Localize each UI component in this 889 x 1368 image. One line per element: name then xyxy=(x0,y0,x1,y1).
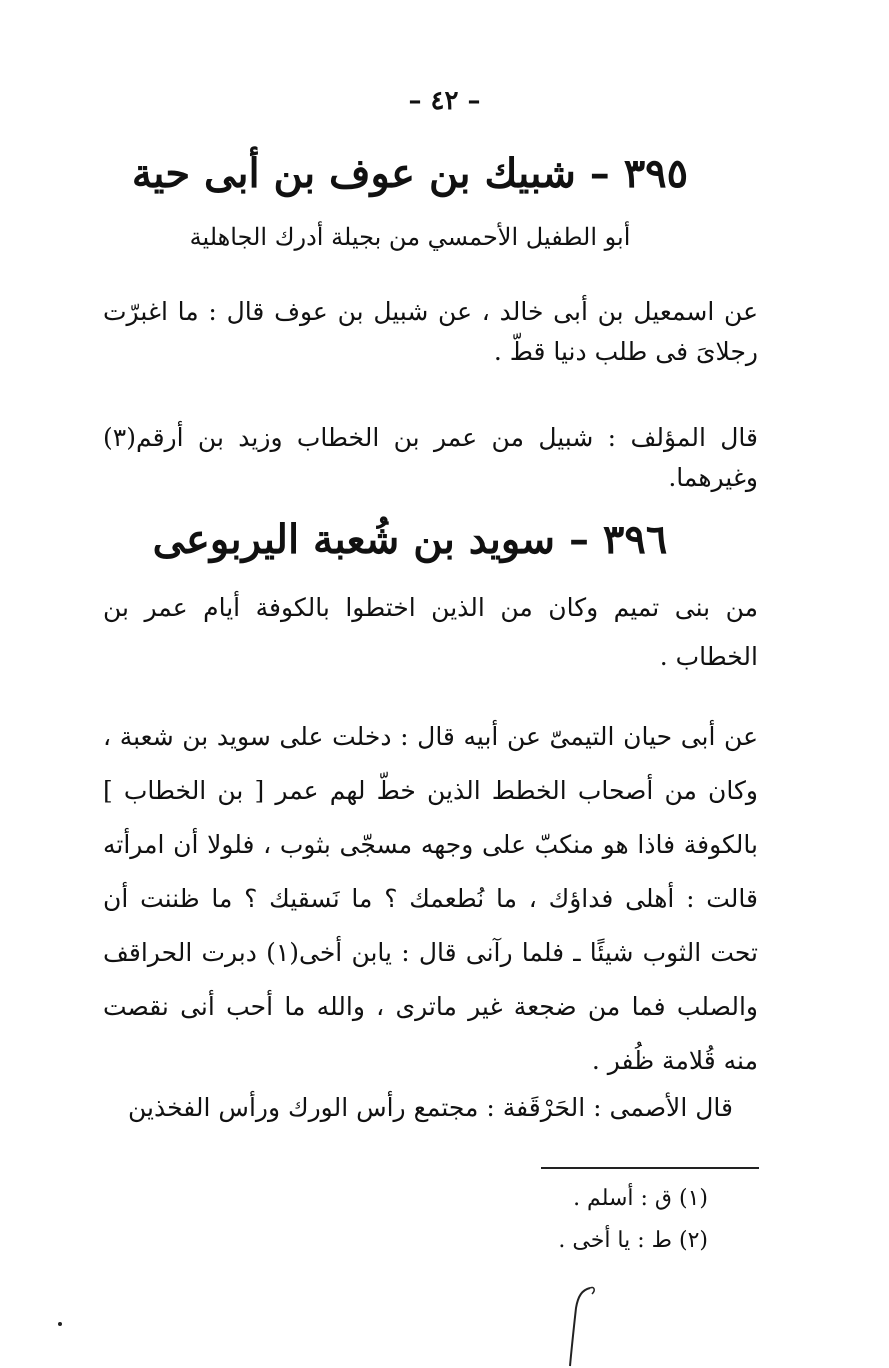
footnote-2: (٢) ط : يا أخى . xyxy=(558,1228,708,1253)
entry-title-396: ٣٩٦ – سويد بن شُعبة اليربوعى xyxy=(152,516,668,563)
entry-title-395: ٣٩٥ – شبيك بن عوف بن أبى حية xyxy=(131,150,689,197)
footnote-divider xyxy=(541,1167,759,1169)
paragraph-ismail-narration: عن اسمعيل بن أبى خالد ، عن شبيل بن عوف قال : ما اغبرّت رجلاىَ فى طلب دنيا قطّ . xyxy=(103,297,758,366)
speck-mark xyxy=(58,1322,62,1326)
page-number: – ٤٢ – xyxy=(408,86,481,116)
entry-subtitle-395: أبو الطفيل الأحمسي من بجيلة أدرك الجاهلية xyxy=(189,223,631,251)
paragraph-abu-hayyan-narration: عن أبى حيان التيمىّ عن أبيه قال : دخلت على سويد بن شعبة ، وكان من أصحاب الخطط الذين خطّ لهم عمر [ بن الخطاب ] بالكوفة فاذا هو منكبّ على وجهه مسجّى بثوب ، فلولا أن امرأته قالت : أهلى فداؤك ، ما نُطعمك ؟ ما نَسقيك ؟ ما ظننت أن تحت الثوب شيئًا ـ فلما رآنى قال : يابن أخى(١) دبرت الحراقف والصلب فما من ضجعة غير ماترى ، والله ما أحب أنى نقصت منه قُلامة ظُفر . xyxy=(103,722,758,1075)
footnote-1: (١) ق : أسلم . xyxy=(573,1186,708,1211)
paragraph-author-note: قال المؤلف : شبيل من عمر بن الخطاب وزيد بن أرقم(٣) وغيرهما. xyxy=(103,423,758,492)
entry-subtitle-396: من بنى تميم وكان من الذين اختطوا بالكوفة أيام عمر بن الخطاب . xyxy=(103,593,758,671)
paragraph-asmai-definition: قال الأصمى : الحَرْقَفة : مجتمع رأس الورك ورأس الفخذين xyxy=(128,1093,733,1122)
pen-mark xyxy=(548,1282,618,1368)
